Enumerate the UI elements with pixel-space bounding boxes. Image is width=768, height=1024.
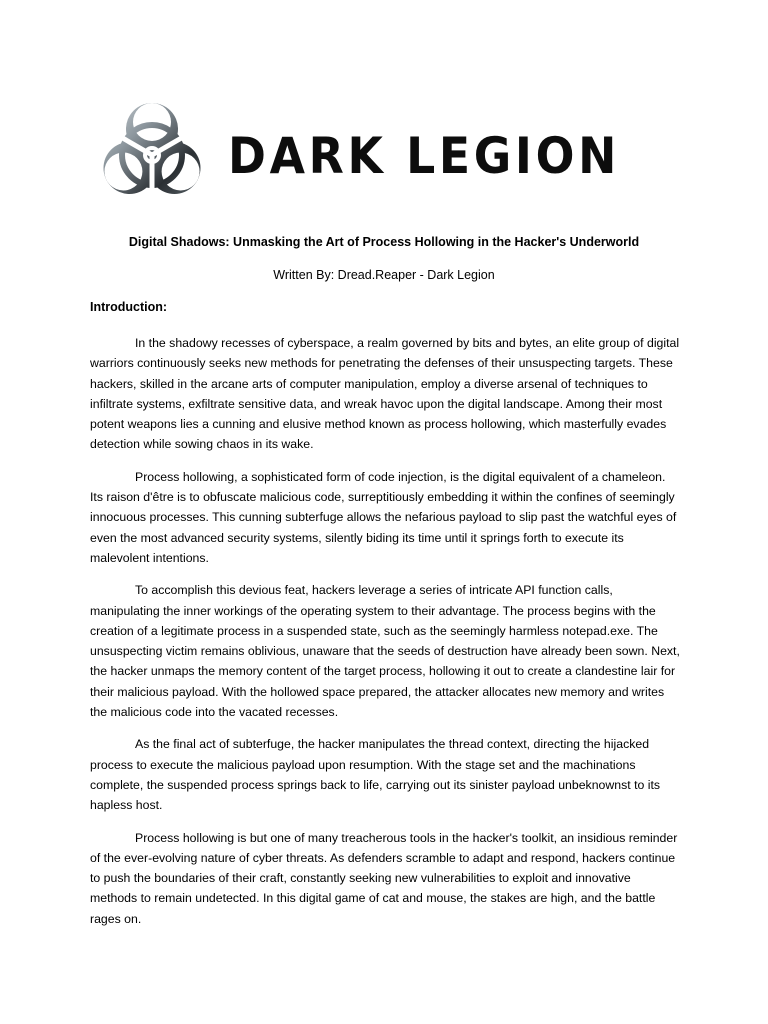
paragraph-2: Process hollowing, a sophisticated form of code injection, is the digital equivalent of a chameleon. Its raison d'être is to obfuscate malicious code, surreptitiously embedding it within the confines of seemingly innocuous processes. This cunning subterfuge allows the nefarious payload to slip past the watchful eyes of even the most advanced security systems, silently biding its time until it springs forth to execute its malevolent intentions.	[90, 469, 677, 565]
logo	[88, 92, 628, 222]
paragraph-5: Process hollowing is but one of many treacherous tools in the hacker's toolkit, an insidious reminder of the ever-evolving nature of cyber threats. As defenders scramble to adapt and respond, hackers continue to push the boundaries of their craft, constantly seeking new vulnerabilities to exploit and innovative methods to remain undetected. In this digital game of cat and mouse, the stakes are high, and the battle rages on.	[90, 830, 678, 926]
document-author: Written By: Dread.Reaper - Dark Legion	[273, 268, 495, 282]
logo-wordmark-text: DARK LEGION	[228, 127, 620, 185]
document-body	[90, 333, 680, 941]
biohazard-icon	[88, 92, 216, 218]
paragraph-3: To accomplish this devious feat, hackers leverage a series of intricate API function calls, manipulating the inner workings of the operating system to their advantage. The process begins with the creation of a legitimate process in a suspended state, such as the seemingly harmless notepad.exe. The unsuspecting victim remains oblivious, unaware that the seeds of destruction have already been sown. Next, the hacker unmaps the memory content of the target process, hollowing it out to create a clandestine lair for their malicious payload. With the hollowed space prepared, the attacker allocates new memory and writes the malicious code into the vacated recesses.	[90, 583, 680, 720]
paragraph-4: As the final act of subterfuge, the hacker manipulates the thread context, directing the hijacked process to execute the malicious payload upon resumption. With the stage set and the machinations complete, the suspended process springs back to life, carrying out its sinister payload unbeknownst to its hapless host.	[90, 737, 661, 813]
logo-wordmark	[228, 126, 628, 186]
document-title: Digital Shadows: Unmasking the Art of Process Hollowing in the Hacker's Underworld	[128, 235, 640, 249]
paragraph-1: In the shadowy recesses of cyberspace, a realm governed by bits and bytes, an elite group of digital warriors continuously seeks new methods for penetrating the defenses of their unsuspecting targets. These hackers, skilled in the arcane arts of computer manipulation, employ a diverse arsenal of techniques to infiltrate systems, exfiltrate sensitive data, and wreak havoc upon the digital landscape. Among their most potent weapons lies a cunning and elusive method known as process hollowing, which masterfully evades detection while sowing chaos in its wake.	[90, 336, 680, 452]
section-heading: Introduction:	[90, 300, 168, 314]
